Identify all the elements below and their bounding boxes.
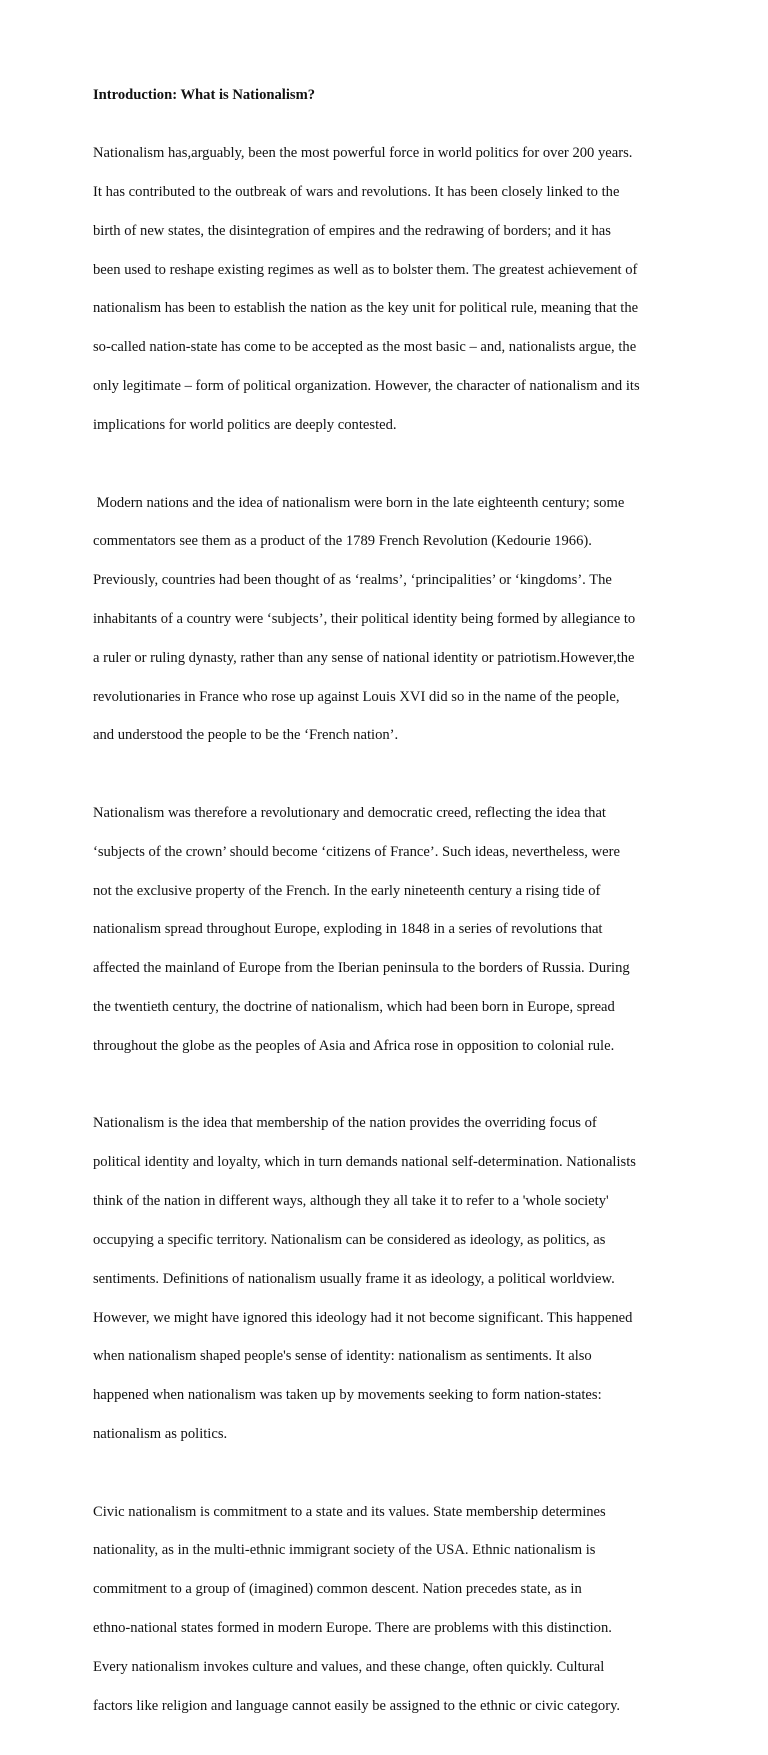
text-line: not the exclusive property of the French. In the early nineteenth century a rising tide of: [93, 882, 601, 899]
paragraph-5: [93, 1483, 683, 1735]
text-line: nationalism has been to establish the nation as the key unit for political rule, meaning that the: [93, 300, 639, 317]
text-line: commitment to a group of (imagined) common descent. Nation precedes state, as in: [93, 1581, 582, 1598]
text-line: Civic nationalism is commitment to a state and its values. State membership determines: [93, 1503, 606, 1520]
document-title: Introduction: What is Nationalism?: [93, 87, 316, 103]
text-line: Nationalism was therefore a revolutionary and democratic creed, reflecting the idea that: [93, 804, 606, 821]
paragraph-2: [93, 474, 683, 765]
text-line: nationalism as politics.: [93, 1425, 228, 1442]
paragraph-4: [93, 1095, 683, 1464]
text-line: the twentieth century, the doctrine of nationalism, which had been born in Europe, spread: [93, 999, 615, 1016]
text-line: ‘subjects of the crown’ should become ‘citizens of France’. Such ideas, nevertheless, were: [93, 843, 620, 860]
text-line: Every nationalism invokes culture and values, and these change, often quickly. Cultural: [93, 1658, 605, 1675]
text-line: occupying a specific territory. Nationalism can be considered as ideology, as politics, as: [93, 1231, 606, 1248]
text-line: commentators see them as a product of the 1789 French Revolution (Kedourie 1966).: [93, 533, 592, 550]
paragraph-3: [93, 785, 683, 1076]
paragraph-1: [93, 125, 683, 455]
text-line: Nationalism has,arguably, been the most powerful force in world politics for over 200 years.: [93, 145, 633, 162]
text-line: nationality, as in the multi-ethnic immigrant society of the USA. Ethnic nationalism is: [93, 1542, 596, 1559]
text-line: think of the nation in different ways, although they all take it to refer to a 'whole society': [93, 1193, 609, 1210]
text-line: happened when nationalism was taken up by movements seeking to form nation-states:: [93, 1387, 602, 1404]
text-line: ethno-national states formed in modern Europe. There are problems with this distinction.: [93, 1620, 612, 1637]
text-line: a ruler or ruling dynasty, rather than any sense of national identity or patriotism.However,the: [93, 649, 635, 666]
text-line: been used to reshape existing regimes as well as to bolster them. The greatest achievement of: [93, 261, 638, 278]
text-line: It has contributed to the outbreak of wars and revolutions. It has been closely linked to the: [93, 184, 620, 201]
text-line: birth of new states, the disintegration of empires and the redrawing of borders; and it has: [93, 222, 611, 239]
text-line: implications for world politics are deeply contested.: [93, 416, 397, 433]
text-line: when nationalism shaped people's sense of identity: nationalism as sentiments. It also: [93, 1348, 592, 1365]
document-body: [93, 86, 683, 1755]
text-line: throughout the globe as the peoples of Asia and Africa rose in opposition to colonial rule.: [93, 1037, 615, 1054]
text-line: political identity and loyalty, which in turn demands national self-determination. Nationalists: [93, 1154, 636, 1171]
text-line: affected the mainland of Europe from the Iberian peninsula to the borders of Russia. During: [93, 960, 630, 977]
text-line: However, we might have ignored this ideology had it not become significant. This happened: [93, 1309, 633, 1326]
text-line: only legitimate – form of political organization. However, the character of nationalism and its: [93, 378, 640, 395]
text-line: Previously, countries had been thought of as ‘realms’, ‘principalities’ or ‘kingdoms’. The: [93, 572, 612, 589]
text-line: revolutionaries in France who rose up against Louis XVI did so in the name of the people,: [93, 688, 620, 705]
text-line: nationalism spread throughout Europe, exploding in 1848 in a series of revolutions that: [93, 921, 603, 938]
text-line: so-called nation-state has come to be accepted as the most basic – and, nationalists argue, the: [93, 339, 637, 356]
text-line: factors like religion and language cannot easily be assigned to the ethnic or civic category.: [93, 1697, 621, 1714]
text-line: Modern nations and the idea of nationalism were born in the late eighteenth century; some: [93, 494, 625, 511]
text-line: sentiments. Definitions of nationalism usually frame it as ideology, a political worldview.: [93, 1270, 615, 1287]
text-line: and understood the people to be the ‘French nation’.: [93, 727, 399, 744]
text-line: inhabitants of a country were ‘subjects’, their political identity being formed by allegiance to: [93, 610, 636, 627]
text-line: Nationalism is the idea that membership of the nation provides the overriding focus of: [93, 1115, 597, 1132]
